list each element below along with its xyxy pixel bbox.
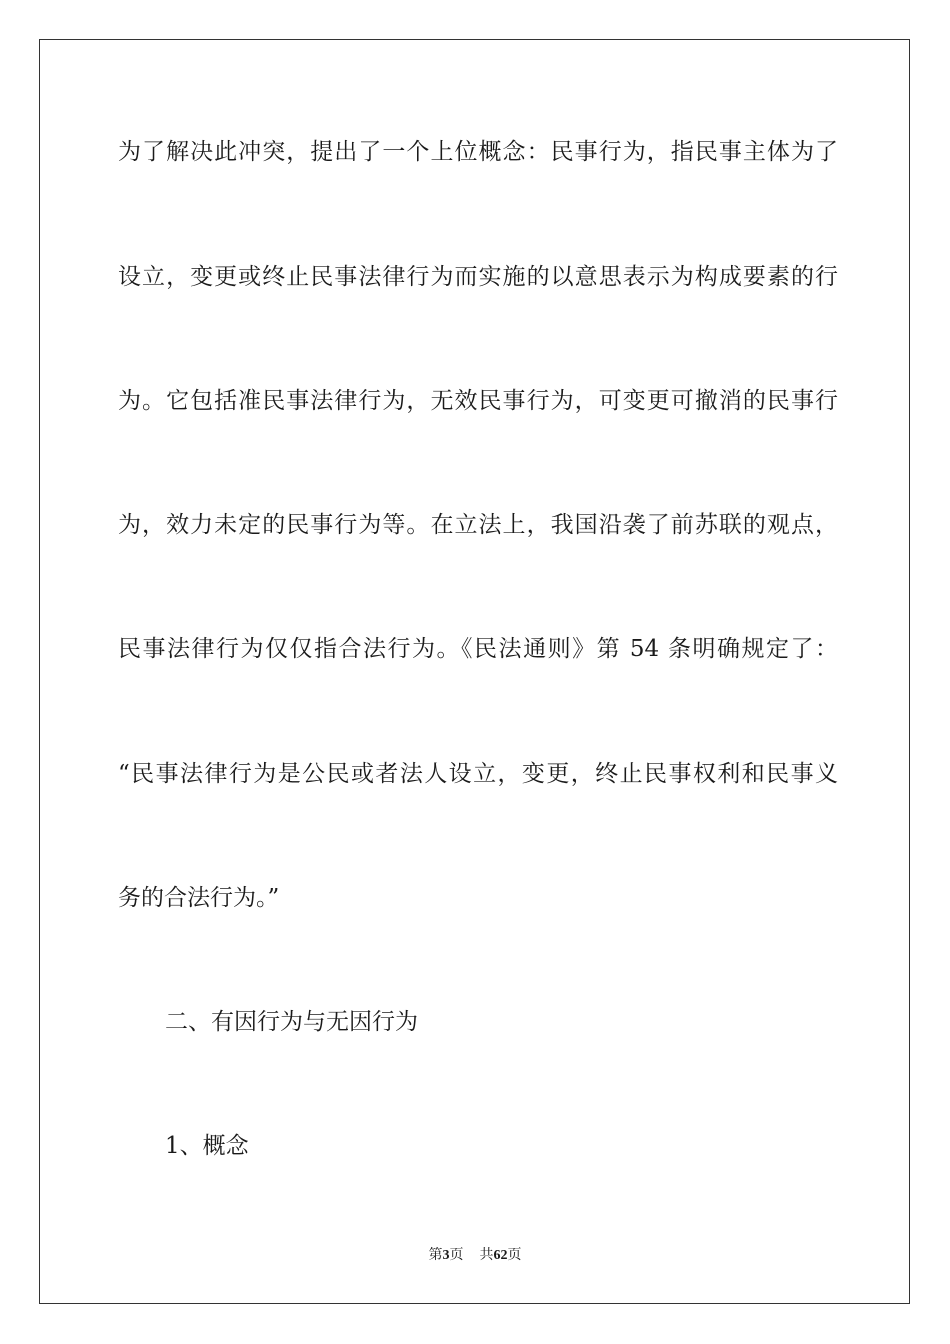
page-footer — [0, 1247, 950, 1265]
paragraph-line-1: 为了解决此冲突，提出了一个上位概念：民事行为，指民事主体为了 — [118, 139, 838, 165]
current-page-number: 3 — [442, 1248, 450, 1263]
section-heading: 二、有因行为与无因行为 — [165, 1009, 418, 1035]
total-label-prefix: 共 — [479, 1248, 494, 1263]
page-label-suffix: 页 — [449, 1248, 464, 1263]
total-label-suffix: 页 — [507, 1248, 522, 1263]
paragraph-line-3: 为。它包括准民事法律行为，无效民事行为，可变更可撤消的民事行 — [118, 388, 838, 414]
paragraph-line-2: 设立，变更或终止民事法律行为而实施的以意思表示为构成要素的行 — [118, 264, 838, 290]
paragraph-line-6: “民事法律行为是公民或者法人设立，变更，终止民事权利和民事义 — [118, 761, 838, 787]
total-page-count: 62 — [493, 1248, 508, 1263]
paragraph-line-4: 为，效力未定的民事行为等。在立法上，我国沿袭了前苏联的观点， — [118, 512, 838, 538]
subsection-heading: 1、概念 — [165, 1133, 249, 1159]
page-border — [39, 39, 910, 1304]
paragraph-line-5: 民事法律行为仅仅指合法行为。《民法通则》第 54 条明确规定了： — [118, 636, 838, 662]
paragraph-line-7: 务的合法行为。” — [118, 885, 280, 911]
page-label-prefix: 第 — [428, 1248, 443, 1263]
